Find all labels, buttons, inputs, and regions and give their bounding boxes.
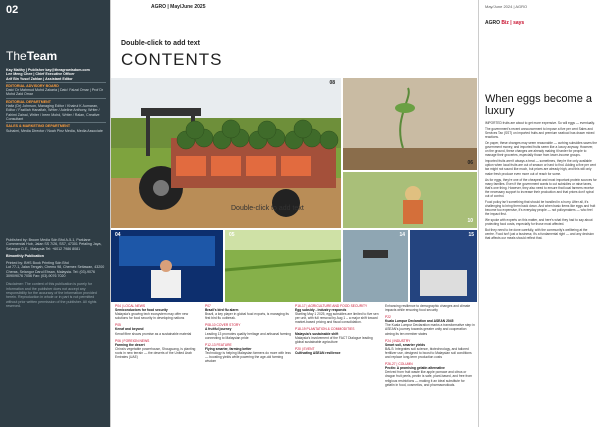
article-title: When eggs become a luxury <box>485 93 593 117</box>
page-header: AGRO | May/June 2025 <box>151 4 206 10</box>
entry-page: P04 | LOCAL NEWS <box>115 304 146 308</box>
overlay-placeholder[interactable]: Double-click to add text <box>231 205 304 212</box>
drone-photo <box>343 230 408 302</box>
entry-page: P08-10 COVER STORY <box>205 323 241 328</box>
event-image[interactable] <box>410 230 477 302</box>
entry-teaser: Derived from fruit waste like apple pomace and citrus or dragon fruit peels, pectin is safe, plant-based, and free from religious restrictions — making it an ideal substitute for gelatin in food, cosmetics, and pharmaceuticals. <box>385 370 473 387</box>
tractor-watermelon-photo <box>111 78 341 228</box>
article-body <box>485 121 597 242</box>
entry-headline: Kenaf and beyond <box>115 327 144 332</box>
entry-teaser: BALS: Integrates soil science, biotechnology, and tailored fertilizer use, designed to boost to Malaysian soil conditions and replace long-term production costs <box>385 346 472 360</box>
contents-entry[interactable] <box>115 304 201 320</box>
contents-entry[interactable] <box>205 343 291 363</box>
entry-teaser: Technology is helping Malaysian farmers do more with less — boosting yields while powering the age-old farming wisdom <box>205 350 291 364</box>
article-paragraph: Imported fruits aren't always a treat — sometimes, they're the only available option when local fruits are out of season or hard to find. Adding a five per cent tax might not sound like much, but prices are already high, and this will only make fresh produce even more out of reach for some. <box>485 159 596 176</box>
entry-page: P18-19 PLANTATION & COMMODITIES <box>295 327 355 332</box>
contents-entry[interactable] <box>295 347 381 355</box>
contents-entry[interactable] <box>385 304 475 312</box>
entry-headline: Pectin: A promising gelatin alternative <box>385 366 445 371</box>
article-paragraph: Food policy isn't something that should be handled in a hurry. After all, it's challenging to bring them back down. And when basic items like eggs and fruit become too expensive, it's everyday people — not policymakers — who feel the impact first. <box>485 199 596 216</box>
agro-logo: AGRO Biz | says <box>485 20 525 26</box>
entry-page: P07 <box>205 304 211 308</box>
page-header-right: May/June 2024 | AGRO <box>485 4 528 9</box>
page-tag-08: 08 <box>329 80 335 86</box>
entry-teaser: Malaysia's growing tech ecosystem may offer new solutions for food security in developing nations <box>115 312 189 321</box>
entry-teaser: Starting May 1 2025, egg subsidies are limited to five sen per unit, with full removal by Aug 1 – a major shift toward market-based pricing and fiscal consolidation. <box>295 312 379 325</box>
page-tag-10: 10 <box>467 218 473 224</box>
contents-entry[interactable] <box>385 339 475 359</box>
entry-page: P16-17 | AGRICULTURE AND FOOD SECURITY <box>295 304 368 308</box>
harvest-photo <box>343 172 477 228</box>
field-image[interactable] <box>225 230 341 302</box>
contents-entry[interactable] <box>295 304 381 324</box>
entry-headline: Smart soil, smarter yields <box>385 342 426 347</box>
entry-page: P22 <box>385 315 391 320</box>
contents-title: CONTENTS <box>121 50 223 69</box>
article-paragraph: We spoke with experts on this matter, and here's what they had to say about protecting food costs, especially for those most affected. <box>485 217 593 227</box>
entry-teaser: Kenaf fibre shows promise as a sustainable material <box>115 331 192 336</box>
conference-photo <box>111 230 223 302</box>
team-block-1: Kay Malthy | Publisher kay@theagrowisdom.com Lee Meng Chee | Chief Executive Officer Arif Bin Yusof Zahlan | Assistant Editor EDITORIAL ADVISORY BOARD Dato' Dr Mahmud Mohd Zakaria | Dato' Faizal Omar | Prof Dr Mohd Zaid Omar EDITORIAL DEPARTMENT Hafiz (Dr) Johnson, Managing Editor / Khairul K Aumaran, Editor / Fazillah Hanafiah, Writer / Adeline Anthony, Writer / Fahimi Zainal, Writer / Ireen Mohd, Writer / Ralan, Creative Consultant SALES & MARKETING DEPARTMENT Suhaimi, Media Director / Noah Pinz Media, Media Associate <box>6 68 106 133</box>
article-paragraph: On paper, these changes may seem reasonable — curbing subsidies saves the government money, and imported fruits seem like a luxury anyway. However, on the ground, these changes are already making it harder for people to manage their groceries, especially those from lower-income groups. <box>485 141 597 158</box>
contents-entry[interactable] <box>385 362 475 387</box>
entry-teaser: The Kuala Lumpur Declaration marks a transformative step in ASEAN's journey towards greater unity and cooperation aiming its ten member states <box>385 323 475 336</box>
contents-page <box>110 0 478 427</box>
double-click-placeholder[interactable]: Double-click to add text <box>121 40 200 47</box>
entry-headline: Semiconductors for food security <box>115 308 168 313</box>
entry-page: P05 <box>115 323 121 328</box>
page-number: 02 <box>6 4 19 16</box>
entry-headline: Malaysia's sustainable shift <box>295 331 339 336</box>
article-paragraph: As for eggs, they're one of the cheapest and most important protein sources for many families. Even if the government wants to cut subsidies or raise taxes, that's one thing. However, they also need to ensure that local farmers receive the necessary support to increase their production and that prices don't spiral out of control. <box>485 177 597 198</box>
entry-page: P24 | INDUSTRY <box>385 338 411 343</box>
harvest-image[interactable] <box>343 172 477 228</box>
contents-column-4 <box>385 304 475 390</box>
contents-entry[interactable] <box>115 339 201 359</box>
contents-entry[interactable] <box>385 315 475 335</box>
drone-image[interactable] <box>343 230 408 302</box>
contents-column-2 <box>205 304 291 366</box>
entry-teaser: China's vegetable powerhouse, Shouguang, is planting roots in new terrain — the deserts of the United Arab Emirates (UAE) <box>115 346 196 360</box>
entry-page: P12-13 FEATURE <box>205 342 232 347</box>
seedling-image[interactable] <box>343 78 477 170</box>
contents-entry[interactable] <box>295 327 381 343</box>
field-photo <box>225 230 341 302</box>
entry-headline: A fruitful journey <box>205 327 232 332</box>
page-tag-06: 06 <box>467 160 473 166</box>
article-paragraph: The government's recent announcement to impose a five per cent Sales and Services Tax (SST) on imported fruits and premium seafood has drawn mixed reactions. <box>485 127 595 140</box>
entry-page: P26-27 | COLUMN <box>385 362 413 367</box>
contents-entry[interactable] <box>115 323 201 335</box>
contents-column-1 <box>115 304 201 362</box>
page-tag-05: 05 <box>229 232 235 238</box>
entry-headline: Egg subsidy - industry responds <box>295 308 347 313</box>
page-tag-14: 14 <box>399 232 405 238</box>
team-heading: TheTeam <box>6 49 58 63</box>
page-tag-04: 04 <box>115 232 121 238</box>
seedling-photo <box>343 78 477 170</box>
page-tag-15: 15 <box>468 232 474 238</box>
team-page <box>0 0 110 427</box>
entry-headline: Cultivating ASEAN resilience <box>295 350 341 355</box>
entry-headline: Farming the desert <box>115 342 145 347</box>
entry-teaser: Malaysia's involvement of the FACT Dialogue leading global sustainable agriculture <box>295 335 373 344</box>
article-paragraph: IMPORTED fruits are about to get more expensive. So will eggs — eventually. <box>485 121 595 125</box>
entry-page: P06 | FOREIGN NEWS <box>115 338 150 343</box>
entry-teaser: Brazil, a key player in global food exports, is managing its first bird flu outbreak. <box>205 312 289 321</box>
publisher-block: Published by: Broom Media Sdn Bhd A-5-1, Parklane Commercial Hub, Jalan SS 7/26, SS7, 47301 Petaling Jaya, Selangor D.E., Malaysia Tel: +6012 7986 8081 Bimonthly Publication Printed by: BHS Book Printing Sdn Bhd Lot 77-1, Jalan Tengah, Chemo 98, Chemex Setiawan, 43200 Cheras, Selangor Darul Ehsan, Malaysia. Tel: (03)-9076 3090/9076 7056 Fax: (03)-9076 7020 Disclaimer: The content of this publication is purely for information and the publisher does not accept any responsibility for the accuracy of the information provided herein. Reproduction in whole or in part is not permitted without prior written permission of the publisher. All rights reserved. <box>6 238 105 308</box>
editorial-page <box>478 0 600 427</box>
entry-teaser: Enhancing resilience to demographic changes and climate impacts while ensuring food security <box>385 304 471 313</box>
entry-headline: Brazil's bird flu alarm <box>205 308 239 313</box>
contents-entry[interactable] <box>205 323 291 339</box>
contents-column-3 <box>295 304 381 358</box>
conference-image[interactable] <box>111 230 223 302</box>
article-paragraph: But they need to be done carefully, with the community's wellbeing at the centre. Food isn't just a business; it's a fundamental right — and any decision that affects our meals should reflect that. <box>485 228 594 241</box>
entry-headline: Flying smarter, farming better <box>205 346 252 351</box>
contents-entry[interactable] <box>205 304 291 320</box>
entry-teaser: Leading 13 promotes quality heritage and artisanal farming connecting to Malaysian pride <box>205 331 291 340</box>
cover-story-image[interactable] <box>111 78 341 228</box>
entry-page: P20 | EVENT <box>295 346 315 351</box>
event-photo <box>410 230 477 302</box>
entry-headline: Kuala Lumpur Declaration and ASEAN 2045 <box>385 319 454 324</box>
